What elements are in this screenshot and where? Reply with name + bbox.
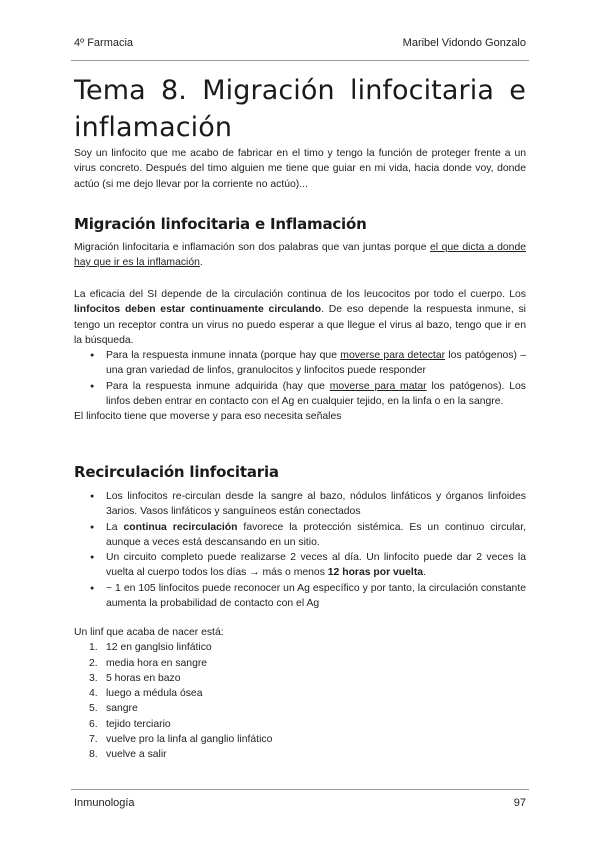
list-number: 7. — [89, 734, 98, 746]
list-item — [74, 640, 526, 655]
text: . — [423, 567, 426, 579]
text: favorece la protección sistémica. Es un continuo circular, aunque a veces está descansando en un sitio. — [106, 521, 526, 548]
list-item — [74, 581, 526, 612]
intro-paragraph: Soy un linfocito que me acabo de fabricar en el timo y tengo la función de proteger frente a un virus concreto. Después del timo alguien me tiene que guiar en mi vida, hacia donde voy, donde actúo (si me dejo llevar por la corriente no actúo)... — [74, 148, 526, 190]
title-word: Tema — [74, 75, 146, 106]
bold-text: 12 horas por vuelta — [327, 567, 424, 579]
header-course: 4º Farmacia — [74, 37, 134, 49]
list-item — [74, 732, 526, 747]
title-word: Migración — [202, 75, 335, 106]
text: Un circuito completo puede realizarse 2 veces al día. Un linfocito puede dar 2 veces la vuelta al cuerpo todos los días → más o menos — [106, 552, 526, 579]
text: vuelve pro la linfa al ganglio linfático — [106, 734, 273, 746]
text: los patógenos) – una gran variedad de linfos, granulocitos y linfocitos puede responder — [106, 350, 526, 377]
text: 12 en ganglsio linfático — [106, 642, 212, 654]
text: sangre — [106, 703, 138, 715]
text: media hora en sangre — [106, 657, 208, 669]
footer-subject: Inmunología — [74, 797, 135, 809]
list-item — [74, 489, 526, 520]
recirculation-bullets — [74, 489, 526, 611]
list-item — [74, 520, 526, 551]
page-number: 97 — [513, 797, 526, 809]
list-number: 8. — [89, 749, 98, 761]
list-number: 1. — [89, 642, 98, 654]
list-number: 3. — [89, 672, 98, 684]
text: los patógenos). Los linfos deben entrar en contacto con el Ag en cualquier tejido, en la linfa o en la sangre. — [106, 380, 526, 408]
text: 5 horas en bazo — [106, 672, 181, 684]
list-item — [74, 656, 526, 671]
bullet-list — [74, 489, 526, 611]
text: . De eso depende la respuesta inmune, si tengo un receptor contra un virus no puedo esperar a que llegue el virus al bazo, tengo que ir en la búsqueda. — [74, 304, 526, 346]
header-author: Maribel Vidondo Gonzalo — [402, 37, 526, 49]
text: Para la respuesta inmune adquirida (hay que — [106, 380, 330, 392]
closing-line: El linfocito tiene que moverse y para eso necesita señales — [74, 411, 342, 423]
text: ~ 1 en 105 linfocitos puede reconocer un Ag específico y por tanto, la circulación constante aumenta la probabilidad de contacto con el Ag — [106, 582, 526, 610]
list-item — [74, 717, 526, 732]
section-heading-recirculation: Recirculación linfocitaria — [74, 463, 279, 481]
header-divider — [71, 60, 529, 61]
list-number: 6. — [89, 718, 98, 730]
text: vuelve a salir — [106, 749, 167, 761]
text: Migración linfocitaria e inflamación son dos palabras que van juntas porque — [74, 242, 431, 253]
text: La — [106, 521, 124, 533]
list-item — [74, 550, 526, 581]
text: La eficacia del SI depende de la circulación continua de los leucocitos por todo el cuerpo. Los — [74, 289, 526, 300]
list-item — [74, 686, 526, 701]
list-item — [74, 671, 526, 686]
list-number: 2. — [89, 657, 98, 669]
list-number: 4. — [89, 688, 98, 700]
text: luego a médula ósea — [106, 688, 203, 700]
section-heading-migration: Migración linfocitaria e Inflamación — [74, 215, 367, 233]
text: Para la respuesta inmune innata (porque hay que — [106, 350, 341, 362]
bullet-list — [74, 348, 526, 409]
lymphocyte-path — [74, 625, 526, 763]
title-line-2: inflamación — [74, 112, 233, 143]
bold-text: continua recirculación — [123, 521, 238, 533]
title-word: e — [509, 75, 526, 106]
underlined-text: moverse para detectar — [340, 350, 446, 362]
list-item — [74, 348, 526, 379]
numbered-list — [74, 640, 526, 762]
underlined-text: moverse para matar — [329, 380, 427, 392]
paragraph-efficacy — [74, 287, 526, 425]
list-item — [74, 701, 526, 716]
paragraph-migration — [74, 240, 526, 271]
text: tejido terciario — [106, 718, 171, 730]
title-word: 8. — [161, 75, 187, 106]
text: . — [199, 257, 203, 269]
bold-text: linfocitos deben estar continuamente circulando — [74, 304, 322, 316]
title-word: linfocitaria — [350, 75, 494, 106]
list-item — [74, 747, 526, 762]
list-intro: Un linf que acaba de nacer está: — [74, 627, 224, 638]
list-item — [74, 379, 526, 410]
text: Los linfocitos re-circulan desde la sangre al bazo, nódulos linfáticos y órganos linfoides 3arios. Vasos linfáticos y sanguíneos están conectados — [106, 491, 526, 518]
list-number: 5. — [89, 703, 98, 715]
underlined-text: el que dicta a donde hay que ir es la inflamación — [74, 242, 526, 269]
page-title — [74, 72, 526, 146]
footer-divider — [71, 789, 529, 790]
